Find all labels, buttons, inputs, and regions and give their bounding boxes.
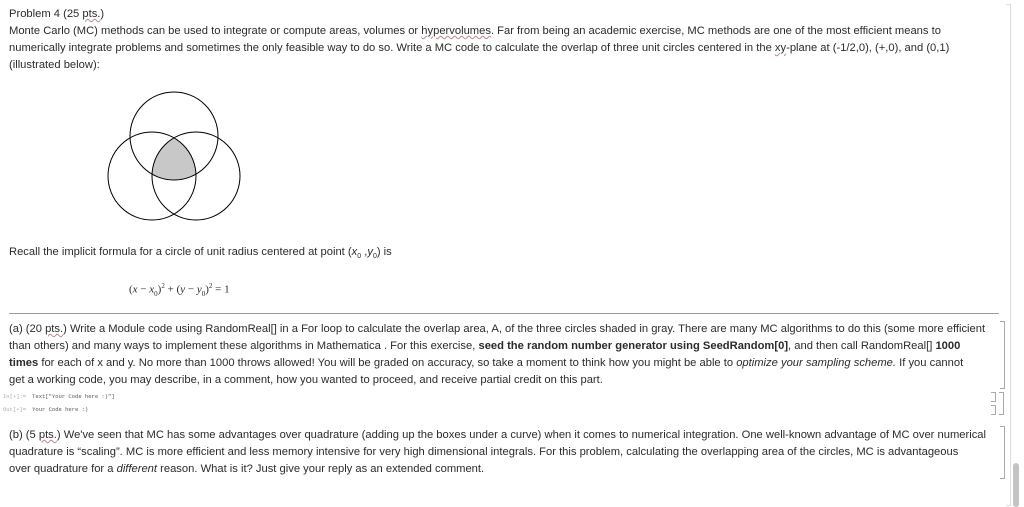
part-b-line-3: over quadrature for a different reason. What is it? Just give your reply as an extended comment.	[9, 463, 485, 475]
output-cell: Out[•]= Your Code here :)	[3, 406, 89, 413]
cell-bracket-out[interactable]	[991, 405, 996, 415]
circle-formula: $(x - x_0)^2 + (y - y_0)^2 = 1$	[129, 282, 230, 298]
intro-line-1: Monte Carlo (MC) methods can be used to integrate or compute areas, volumes or hypervolumes. Far from being an academic exercise, MC methods are one of the most efficient means to	[9, 25, 941, 37]
cell-bracket-b[interactable]	[1000, 426, 1005, 479]
section-group-bracket[interactable]	[1006, 4, 1011, 506]
part-a-line-3: times for each of x and y. No more than 1000 throws allowed! You will be graded on accuracy, so take a moment to think how you might be able to optimize your sampling scheme. If you cannot	[9, 357, 964, 369]
part-b-line-2: quadrature is “scaling”. MC is more efficient and less memory intensive for very high dimensional integrals. For this problem, calculating the overlapping area of the circles, MC is advantageous	[9, 446, 959, 458]
intro-line-3: (illustrated below):	[9, 59, 100, 71]
vertical-scrollbar[interactable]	[1013, 463, 1019, 507]
part-a-line-4: get a working code, you may describe, in a comment, how you wanted to proceed, and receive partial credit on this part.	[9, 374, 603, 386]
cell-bracket-a[interactable]	[1000, 321, 1005, 389]
input-cell[interactable]: In[•]:= Text["Your Code here :)"]	[3, 393, 115, 400]
part-b-line-1: (b) (5 pts.) We've seen that MC has some advantages over quadrature (adding up the boxes under a curve) when it comes to numerical integration. One well-known advantage of MC over numerical	[9, 429, 987, 441]
part-a-line-2: than others) and many ways to implement these algorithms in Mathematica . For this exercise, seed the random number generator using SeedRandom[0], and then call RandomReal[] 1000	[9, 340, 961, 352]
cell-bracket-in[interactable]	[991, 392, 996, 402]
intro-line-2: numerically integrate problems and sometimes the only feasible way to do so. Write a MC code to calculate the overlap of three unit circles centered in the xy-plane at (-1/2,0), (+,0), and (0,1)	[9, 42, 950, 54]
section-divider	[9, 313, 999, 314]
recall-text: Recall the implicit formula for a circle of unit radius centered at point ($x_0$ $,y_0$) is	[9, 246, 392, 261]
three-circles-diagram	[104, 86, 244, 222]
part-a-line-1: (a) (20 pts.) Write a Module code using RandomReal[] in a For loop to calculate the overlap area, A, of the three circles shaded in gray. There are many MC algorithms to do this (some more efficient	[9, 323, 986, 335]
problem-title: Problem 4 (25 pts.)	[9, 8, 105, 20]
cell-group-bracket[interactable]	[999, 392, 1004, 415]
